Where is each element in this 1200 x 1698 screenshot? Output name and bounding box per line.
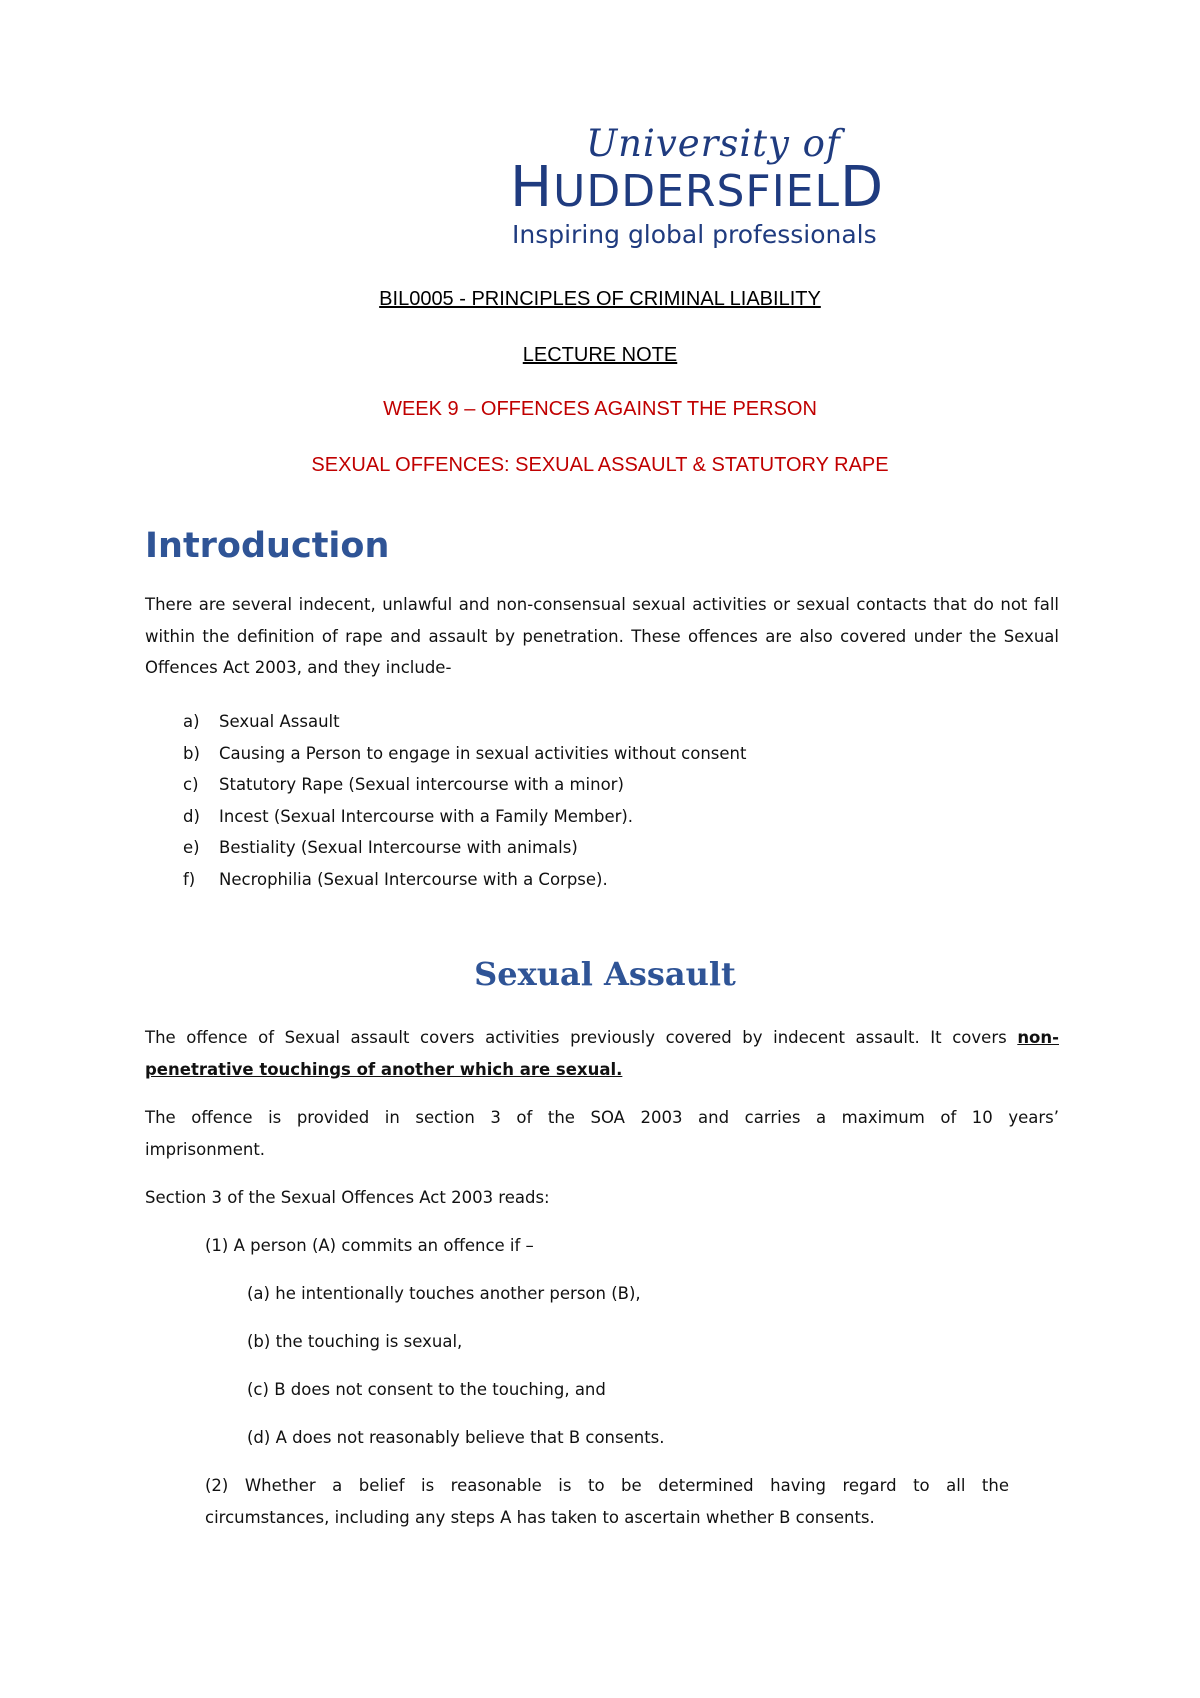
logo-line-university-of: University of: [586, 122, 841, 165]
list-marker: d): [183, 806, 200, 826]
list-item-text: Incest (Sexual Intercourse with a Family Member).: [219, 806, 634, 826]
paragraph-line: Section 3 of the Sexual Offences Act 2003 reads:: [145, 1188, 550, 1207]
list-item-text: Statutory Rape (Sexual intercourse with a minor): [219, 775, 624, 794]
list-marker: c): [183, 775, 199, 794]
introduction-paragraph: There are several indecent, unlawful and non-consensual sexual activities or sexual contacts that do not fall within the definition of rape and assault by penetration. These offences are also covered under the Sexual Offences Act 2003, and they include-: [145, 595, 1059, 677]
list-item-text: Sexual Assault: [219, 712, 340, 731]
list-item: [183, 801, 746, 833]
lecture-note-title: LECTURE NOTE: [522, 344, 678, 366]
list-marker: b): [183, 743, 200, 763]
offences-list: [183, 706, 746, 895]
list-item: [183, 769, 746, 801]
statute-subsection-1: (1) A person (A) commits an offence if –: [205, 1236, 534, 1255]
statute-clause-b: (b) the touching is sexual,: [247, 1332, 463, 1351]
list-item: [183, 864, 746, 896]
list-marker: e): [183, 838, 200, 857]
logo-initial-h: H: [510, 155, 554, 220]
list-item-text: Bestiality (Sexual Intercourse with animals): [219, 838, 578, 857]
paragraph-line: [145, 1060, 622, 1079]
logo-tagline: Inspiring global professionals: [512, 220, 877, 249]
emphasis-text: penetrative touchings of another which are sexual.: [145, 1060, 623, 1079]
paragraph-text: The offence of Sexual assault covers activities previously covered by indecent assault. It covers: [145, 1028, 1007, 1047]
sexual-assault-heading: Sexual Assault: [474, 955, 736, 993]
logo-line-huddersfield: [510, 155, 885, 220]
list-marker: a): [183, 712, 200, 731]
university-logo: [510, 122, 920, 252]
list-item-text: Necrophilia (Sexual Intercourse with a Corpse).: [219, 869, 608, 889]
statute-subsection-2-cont: circumstances, including any steps A has taken to ascertain whether B consents.: [205, 1508, 875, 1527]
topic-title: SEXUAL OFFENCES: SEXUAL ASSAULT & STATUTORY RAPE: [311, 454, 889, 476]
paragraph-line: The offence is provided in section 3 of the SOA 2003 and carries a maximum of 10 years’: [145, 1108, 1059, 1127]
paragraph-line: imprisonment.: [145, 1140, 266, 1159]
statute-clause-c: (c) B does not consent to the touching, and: [247, 1380, 606, 1399]
list-item: [183, 706, 746, 738]
list-item: [183, 832, 746, 864]
statute-clause-d: (d) A does not reasonably believe that B consents.: [247, 1428, 665, 1447]
introduction-heading: Introduction: [145, 526, 390, 566]
list-marker: f): [183, 869, 196, 889]
logo-final-d: D: [839, 155, 885, 220]
statute-subsection-2: (2) Whether a belief is reasonable is to be determined having regard to all the: [205, 1476, 1009, 1495]
paragraph-line: [145, 1028, 1059, 1047]
emphasis-text: non-: [1017, 1028, 1059, 1047]
statute-clause-a: (a) he intentionally touches another person (B),: [247, 1284, 641, 1303]
week-title: WEEK 9 – OFFENCES AGAINST THE PERSON: [383, 398, 817, 420]
list-item-text: Causing a Person to engage in sexual activities without consent: [219, 743, 747, 763]
list-item: [183, 738, 746, 770]
logo-middle: UDDERSFIEL: [553, 166, 840, 217]
course-code-title: BIL0005 - PRINCIPLES OF CRIMINAL LIABILITY: [379, 288, 821, 310]
